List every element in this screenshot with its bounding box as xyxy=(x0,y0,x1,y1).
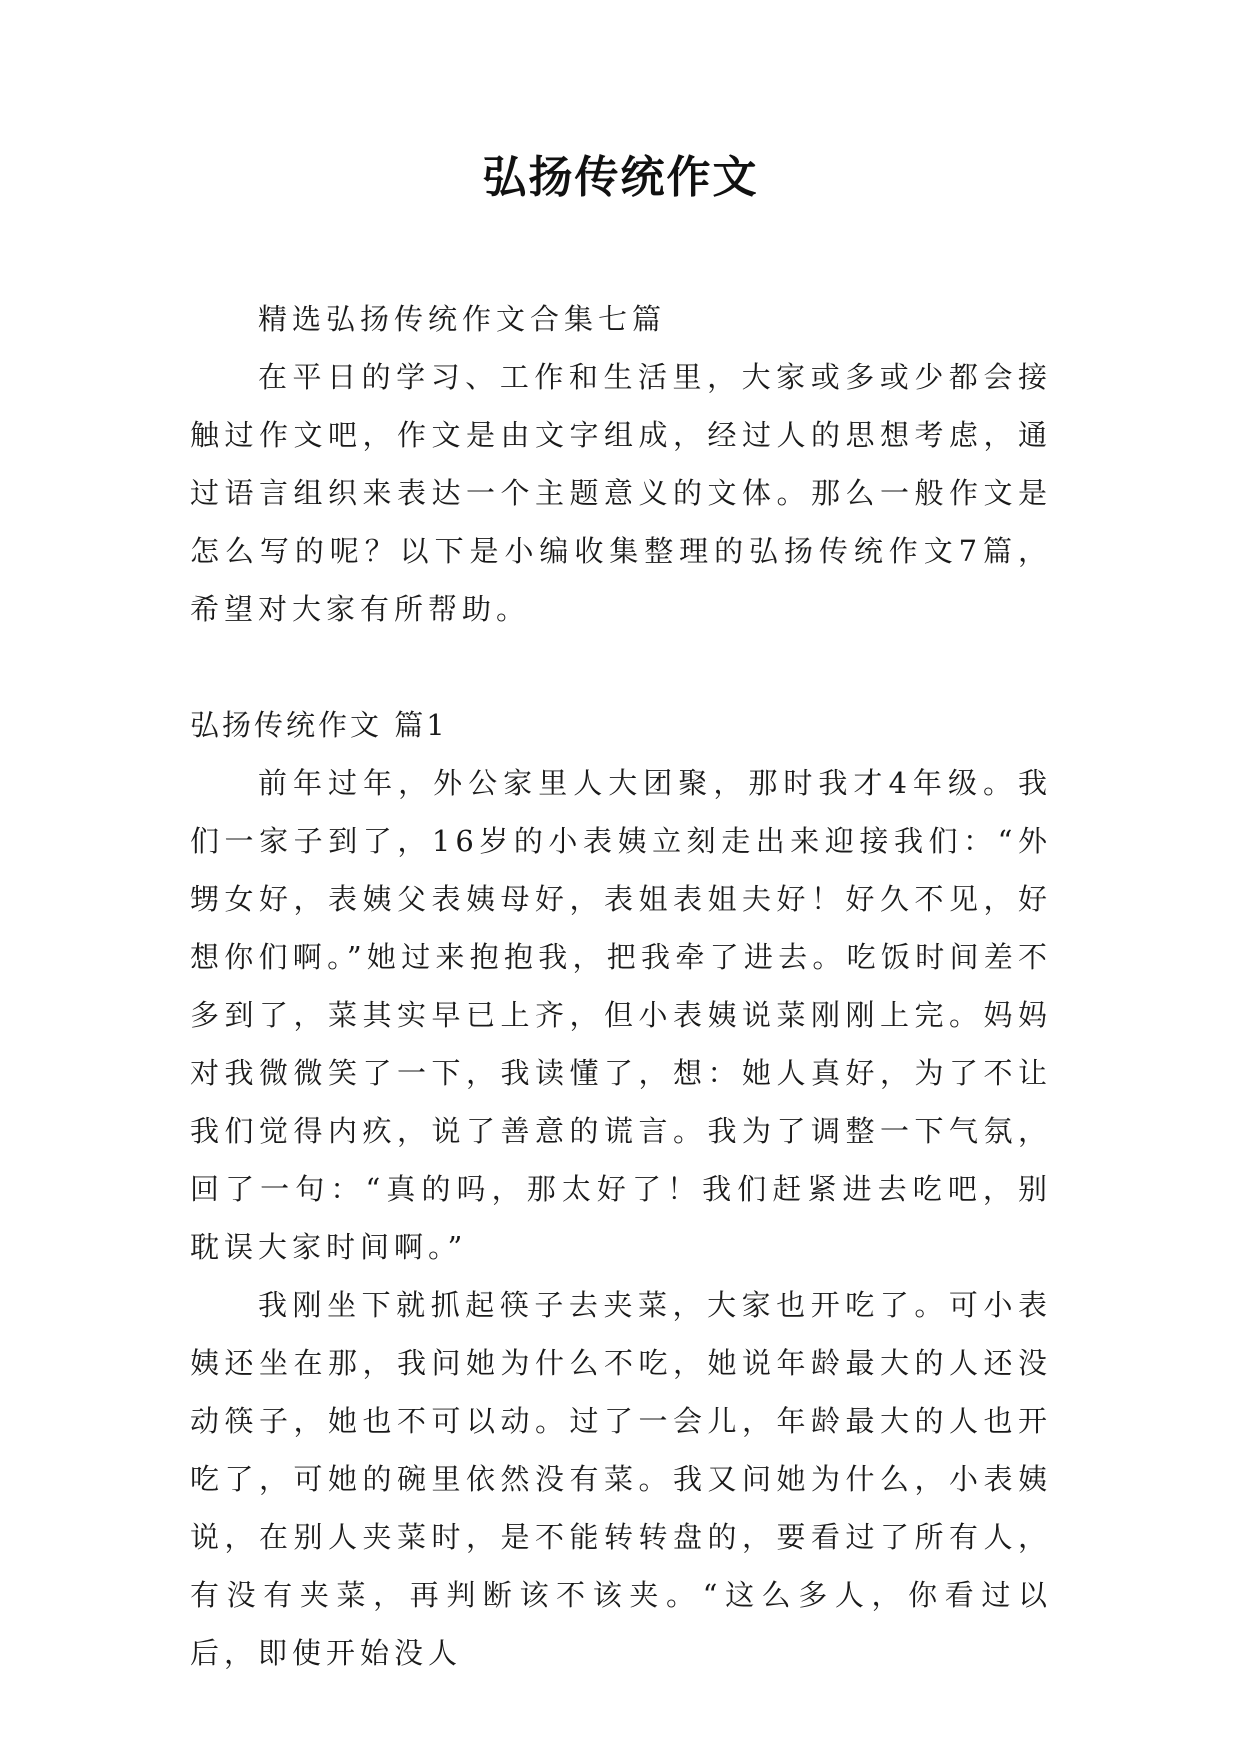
body-paragraph: 前年过年，外公家里人大团聚，那时我才4年级。我们一家子到了，16岁的小表姨立刻走出来迎接我们：“外甥女好，表姨父表姨母好，表姐表姐夫好！好久不见，好想你们啊。”她过来抱抱我，把我牵了进去。吃饭时间差不多到了，菜其实早已上齐，但小表姨说菜刚刚上完。妈妈对我微微笑了一下，我读懂了，想：她人真好，为了不让我们觉得内疚，说了善意的谎言。我为了调整一下气氛，回了一句：“真的吗，那太好了！我们赶紧进去吃吧，别耽误大家时间啊。” xyxy=(190,766,1052,1264)
document-subtitle: 精选弘扬传统作文合集七篇 xyxy=(258,302,667,336)
intro-paragraph: 在平日的学习、工作和生活里，大家或多或少都会接触过作文吧，作文是由文字组成，经过人的思想考虑，通过语言组织来表达一个主题意义的文体。那么一般作文是怎么写的呢？以下是小编收集整理的弘扬传统作文7篇，希望对大家有所帮助。 xyxy=(190,360,1052,626)
body-paragraph: 我刚坐下就抓起筷子去夹菜，大家也开吃了。可小表姨还坐在那，我问她为什么不吃，她说年龄最大的人还没动筷子，她也不可以动。过了一会儿，年龄最大的人也开吃了，可她的碗里依然没有菜。我又问她为什么，小表姨说，在别人夹菜时，是不能转转盘的，要看过了所有人，有没有夹菜，再判断该不该夹。“这么多人，你看过以后，即使开始没人 xyxy=(190,1288,1052,1670)
section-heading: 弘扬传统作文 篇1 xyxy=(190,708,448,742)
document-body xyxy=(190,290,1052,1682)
section-spacer xyxy=(190,638,1052,696)
document-title: 弘扬传统作文 xyxy=(482,152,759,203)
